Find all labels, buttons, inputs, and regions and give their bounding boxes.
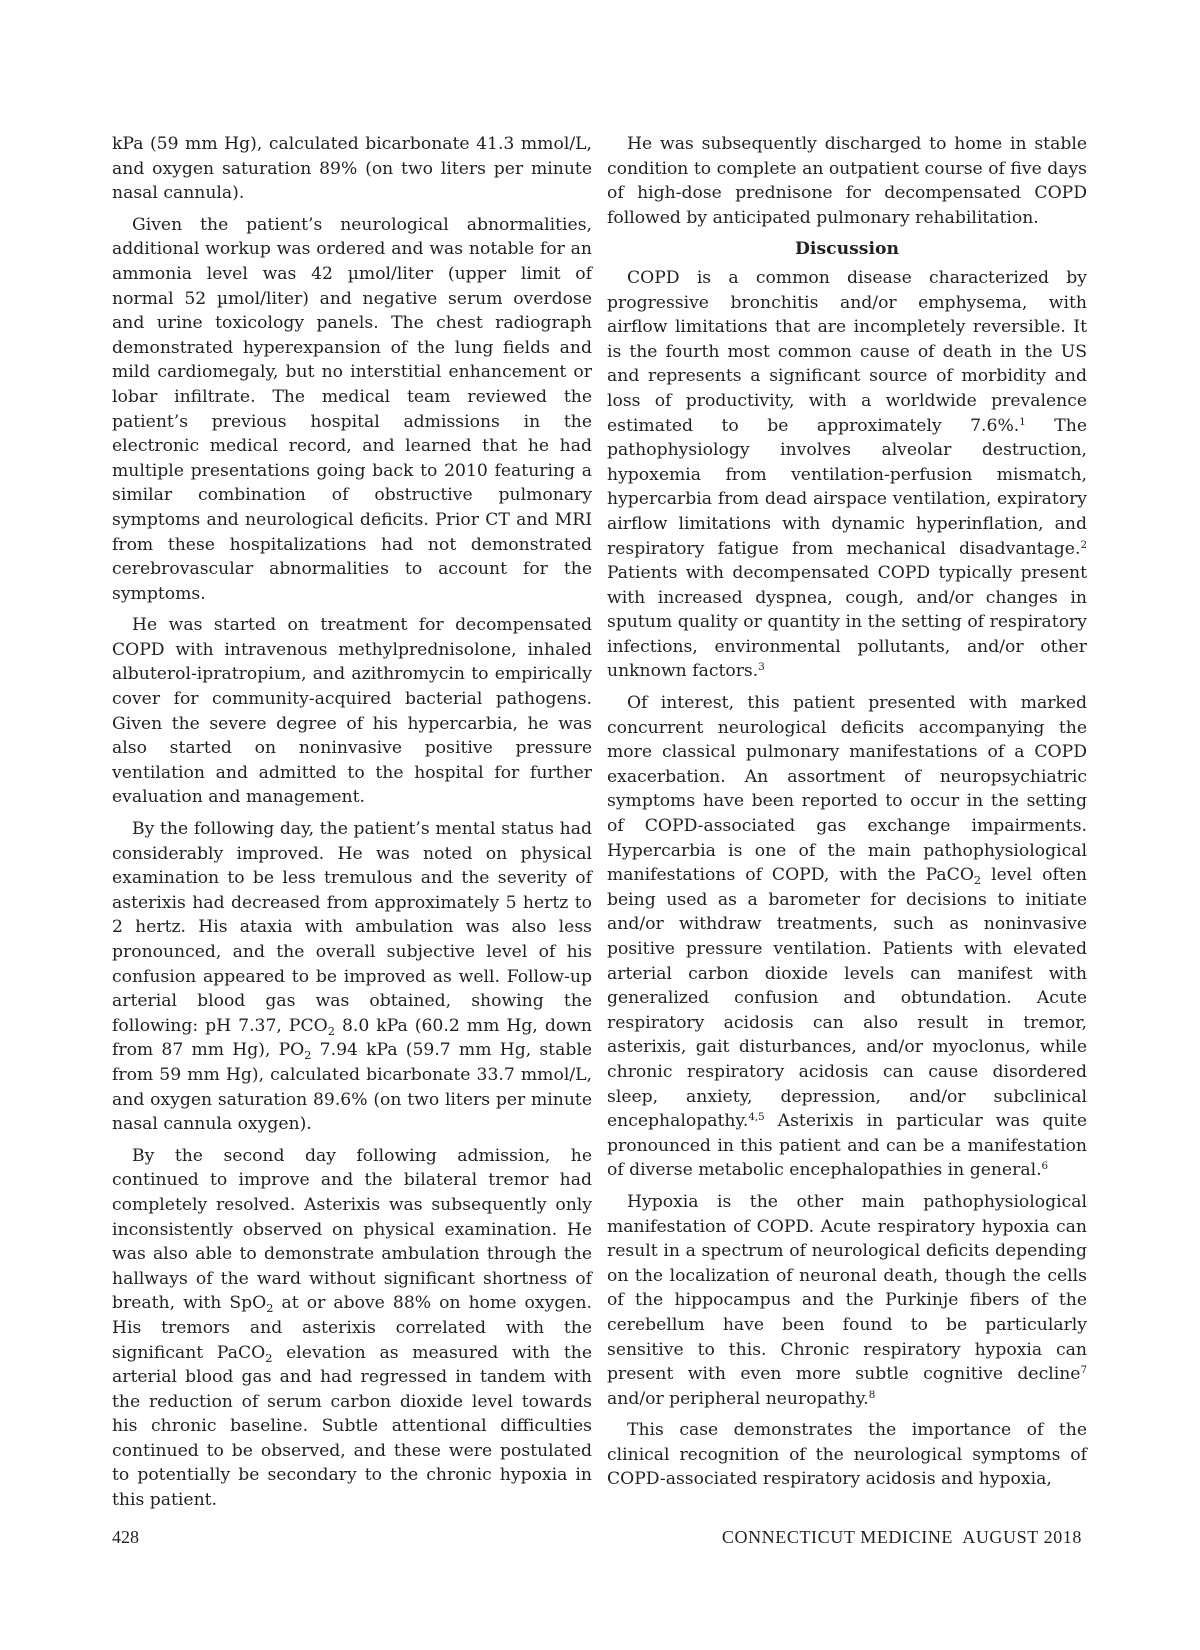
text-run: COPD is a common disease characterized by progressive bronchitis and/or emphysema, with airflow limitations that are incompletely reversible. It is the fourth most common cause of death in the US and represents a significant source of morbidity and loss of productivity, with a worldwide prevalence estimated to be approximately 7.6%. [607, 267, 1087, 436]
body-paragraph [607, 266, 1087, 684]
page-number: 428 [112, 1527, 139, 1547]
text-run: By the second day following admission, he continued to improve and the bilateral tremor had completely resolved. Asterixis was subsequently only inconsistently observed on physical examination. He was also able to demonstrate ambulation through the hallways of the ward without significant shortness of breath, with SpO [112, 1145, 592, 1314]
text-run: and/or peripheral neuropathy. [607, 1388, 869, 1409]
text-run: elevation as measured with the arterial blood gas and had regressed in tandem with the reduction of serum carbon dioxide level towards his chronic baseline. Subtle attentional difficulties continued to be observed, and these were postulated to potentially be secondary to the chronic hypoxia in this patient. [112, 1342, 592, 1511]
body-paragraph: He was subsequently discharged to home in stable condition to complete an outpatient course of five days of high-dose prednisone for decompensated COPD followed by anticipated pulmonary rehabilitation. [607, 134, 1087, 228]
text-run: Hypoxia is the other main pathophysiological manifestation of COPD. Acute respiratory hypoxia can result in a spectrum of neurological deficits depending on the localization of neuronal death, though the cells of the hippocampus and the Purkinje fibers of the cerebellum have been found to be particularly sensitive to this. Chronic respiratory hypoxia can present with even more subtle cognitive decline [607, 1191, 1087, 1385]
body-paragraph [607, 1190, 1087, 1411]
text-run: The pathophysiology involves alveolar destruction, hypoxemia from ventilation-perfusion mismatch, hypercarbia from dead airspace ventilation, expiratory airflow limitations with dynamic hyperinflation, and respiratory fatigue from mechanical disadvantage. [607, 415, 1087, 559]
text-run: 8.0 kPa (60.2 mm Hg, down from 87 mm Hg), PO [112, 1015, 592, 1061]
citation-ref: 8 [868, 1388, 876, 1401]
running-footer: CONNECTICUT MEDICINE AUGUST 2018 [721, 1527, 1082, 1547]
citation-ref: 3 [758, 661, 765, 674]
body-paragraph: Given the patient’s neurological abnormalities, additional workup was ordered and was notable for an ammonia level was 42 µmol/liter (upper limit of normal 52 µmol/liter) and negative serum overdose and urine toxicology panels. The chest radiograph demonstrated hyperexpansion of the lung fields and mild cardiomegaly, but no interstitial enhancement or lobar infiltrate. The medical team reviewed the patient’s previous hospital admissions in the electronic medical record, and learned that he had multiple presentations going back to 2010 featuring a similar combination of obstructive pulmonary symptoms and neurological deficits. Prior CT and MRI from these hospitalizations had not demonstrated cerebrovascular abnormalities to account for the symptoms. [112, 214, 592, 604]
subscript: 2 [265, 1350, 273, 1365]
body-paragraph: This case demonstrates the importance of the clinical recognition of the neurological symptoms of COPD-associated respiratory acidosis and hypoxia, [607, 1420, 1087, 1490]
citation-ref: 1 [1019, 415, 1026, 428]
text-run: Of interest, this patient presented with marked concurrent neurological deficits accompanying the more classical pulmonary manifestations of a COPD exacerbation. An assortment of neuropsychiatric symptoms have been reported to occur in the setting of COPD-associated gas exchange impairments. Hypercarbia is one of the main pathophysiological manifestations of COPD, with the PaCO [607, 693, 1087, 886]
subscript: 2 [327, 1023, 335, 1038]
body-paragraph [112, 1144, 592, 1513]
text-run: 7.94 kPa (59.7 mm Hg, stable from 59 mm Hg), calculated bicarbonate 33.7 mmol/L, and oxygen saturation 89.6% (on two liters per minute nasal cannula oxygen). [112, 1040, 592, 1135]
text-run: By the following day, the patient’s mental status had considerably improved. He was noted on physical examination to be less tremulous and the severity of asterixis had decreased from approximately 5 hertz to 2 hertz. His ataxia with ambulation was also less pronounced, and the overall subjective level of his confusion appeared to be improved as well. Follow-up arterial blood gas was obtained, showing the following: pH 7.37, PCO [112, 819, 592, 1036]
left-column [112, 132, 592, 1520]
section-heading: Discussion [795, 239, 899, 260]
citation-ref: 6 [1041, 1160, 1049, 1173]
text-run: level often being used as a barometer for decisions to initiate and/or withdraw treatments, such as noninvasive positive pressure ventilation. Patients with elevated arterial carbon dioxide levels can manifest with generalized confusion and obtundation. Acute respiratory acidosis can also result in tremor, asterixis, gait disturbances, and/or myoclonus, while chronic respiratory acidosis can cause disordered sleep, anxiety, depression, and/or subclinical encephalopathy. [607, 865, 1087, 1132]
body-paragraph [112, 817, 592, 1137]
body-paragraph [607, 691, 1087, 1183]
body-paragraph: kPa (59 mm Hg), calculated bicarbonate 41.3 mmol/L, and oxygen saturation 89% (on two liters per minute nasal cannula). [112, 134, 592, 204]
subscript: 2 [304, 1048, 312, 1063]
text-run: Asterixis in particular was quite pronounced in this patient and can be a manifestation of diverse metabolic encephalopathies in general. [607, 1111, 1087, 1181]
citation-ref: 4,5 [748, 1110, 765, 1123]
citation-ref: 2 [1080, 538, 1087, 551]
text-run: at or above 88% on home oxygen. His tremors and asterixis correlated with the significant PaCO [112, 1293, 593, 1363]
citation-ref: 7 [1080, 1363, 1087, 1376]
subscript: 2 [266, 1301, 274, 1316]
text-run: Patients with decompensated COPD typically present with increased dyspnea, cough, and/or changes in sputum quality or quantity in the setting of respiratory infections, environmental pollutants, and/or other unknown factors. [607, 563, 1087, 682]
subscript: 2 [973, 873, 982, 888]
right-column [607, 132, 1087, 1499]
body-paragraph: He was started on treatment for decompensated COPD with intravenous methylprednisolone, inhaled albuterol-ipratropium, and azithromycin to empirically cover for community-acquired bacterial pathogens. Given the severe degree of his hypercarbia, he was also started on noninvasive positive pressure ventilation and admitted to the hospital for further evaluation and management. [112, 615, 592, 808]
